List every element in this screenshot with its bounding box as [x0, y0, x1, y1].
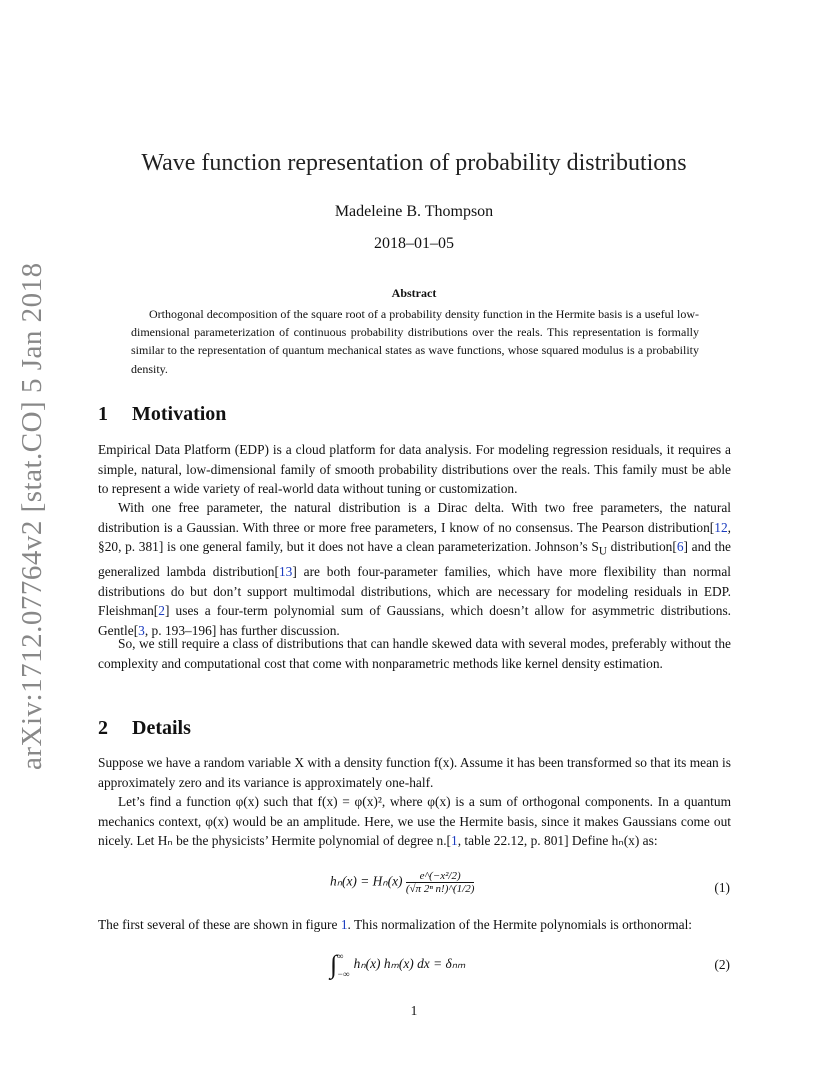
- text-run: With one free parameter, the natural distribution is a Dirac delta. With two free parameters, the natural distribution is a Gaussian. With three or more free parameters, I know of no consensus. The Pearson distribution[: [98, 500, 731, 535]
- fraction-denominator: (√π 2ⁿ n!)^(1/2): [405, 883, 475, 895]
- paragraph: Suppose we have a random variable X with a density function f(x). Assume it has been transformed so that its mean is approximately zero and its variance is approximately one-half.: [98, 755, 731, 790]
- equation-number: (1): [714, 880, 730, 895]
- equation-1: [330, 870, 474, 895]
- paragraph: Empirical Data Platform (EDP) is a cloud platform for data analysis. For modeling regression residuals, it requires a simple, natural, low-dimensional family of smooth probability distributions over the reals. This family must be able to represent a wide variety of real-world data without tuning or customization.: [98, 442, 731, 496]
- integral-sign: ∫: [330, 950, 338, 979]
- paragraph: So, we still require a class of distributions that can handle skewed data with several modes, preferably without the complexity and computational cost that come with nonparametric methods like kernel density estimation.: [98, 636, 731, 671]
- paper-title: Wave function representation of probability distributions: [141, 150, 687, 176]
- section-heading-details: [98, 717, 191, 740]
- integral-body: hₙ(x) hₘ(x) dx = δₙₘ: [353, 956, 466, 972]
- paragraph: [98, 498, 731, 640]
- citation-link[interactable]: 1: [451, 833, 458, 848]
- section-number: 2: [98, 717, 108, 739]
- author-name: Madeleine B. Thompson: [334, 203, 494, 220]
- text-run: distribution[: [606, 539, 677, 554]
- text-run: , §20, p. 381] is one general family, but it does not have a clean parameterization. Johnson’s S: [98, 519, 731, 554]
- subscript: U: [598, 545, 607, 558]
- text-run: Let’s find a function φ(x) such that f(x) = φ(x)², where φ(x) is a sum of orthogonal components. In a quantum mechanics context, φ(x) would be an amplitude. Here, we use the Hermite basis, since it makes Gaussians come out nicely. Let Hₙ be the physicists’ Hermite polynomial of degree n.[: [98, 794, 731, 848]
- paragraph: [98, 792, 731, 851]
- integral-limits: [337, 951, 350, 979]
- citation-link[interactable]: 3: [138, 622, 145, 638]
- equation-2: [330, 950, 465, 980]
- equation-number: (2): [714, 957, 730, 972]
- abstract-body: Orthogonal decomposition of the square root of a probability density function in the Hermite basis is a useful low-dimensional parameterization of continuous probability distributions over the reals. This representation is formally similar to the representation of quantum mechanical states as wave functions, whose squared modulus is a probability density.: [131, 307, 699, 376]
- fraction-numerator: e^(−x²/2): [406, 870, 475, 883]
- text-run: ] are both four-parameter families, which have more flexibility than normal distributions do but don’t support multimodal distributions, which are necessary for modeling residuals in EDP. Fleishman[: [98, 564, 731, 619]
- equation-fraction: [406, 870, 475, 895]
- section-number: 1: [98, 403, 108, 425]
- section-title: Motivation: [132, 403, 227, 425]
- upper-limit: ∞: [337, 951, 344, 961]
- section-title: Details: [132, 717, 191, 739]
- equation-lhs: hₙ(x) = Hₙ(x): [330, 873, 403, 889]
- paragraph: [98, 915, 731, 935]
- text-run: , table 22.12, p. 801] Define hₙ(x) as:: [457, 833, 658, 848]
- text-run: . This normalization of the Hermite polynomials is orthonormal:: [347, 917, 693, 932]
- text-run: ] uses a four-term polynomial sum of Gaussians, which doesn’t allow for asymmetric distributions. Gentle[: [98, 603, 731, 638]
- text-run: , p. 193–196] has further discussion.: [144, 622, 340, 638]
- text-run: ] and the generalized lambda distribution[: [98, 539, 731, 580]
- citation-link[interactable]: 13: [278, 564, 293, 580]
- figure-link[interactable]: 1: [340, 917, 348, 932]
- lower-limit: −∞: [337, 969, 350, 979]
- arxiv-side-stamp: arXiv:1712.07764v2 [stat.CO] 5 Jan 2018: [16, 262, 48, 770]
- abstract-heading: Abstract: [391, 286, 437, 300]
- section-heading-motivation: [98, 403, 226, 426]
- paper-date: 2018–01–05: [374, 235, 454, 252]
- citation-link[interactable]: 6: [676, 539, 684, 554]
- citation-link[interactable]: 12: [714, 519, 728, 535]
- page-number: 1: [410, 1003, 418, 1018]
- citation-link[interactable]: 2: [158, 603, 165, 619]
- text-run: The first several of these are shown in figure: [98, 917, 341, 932]
